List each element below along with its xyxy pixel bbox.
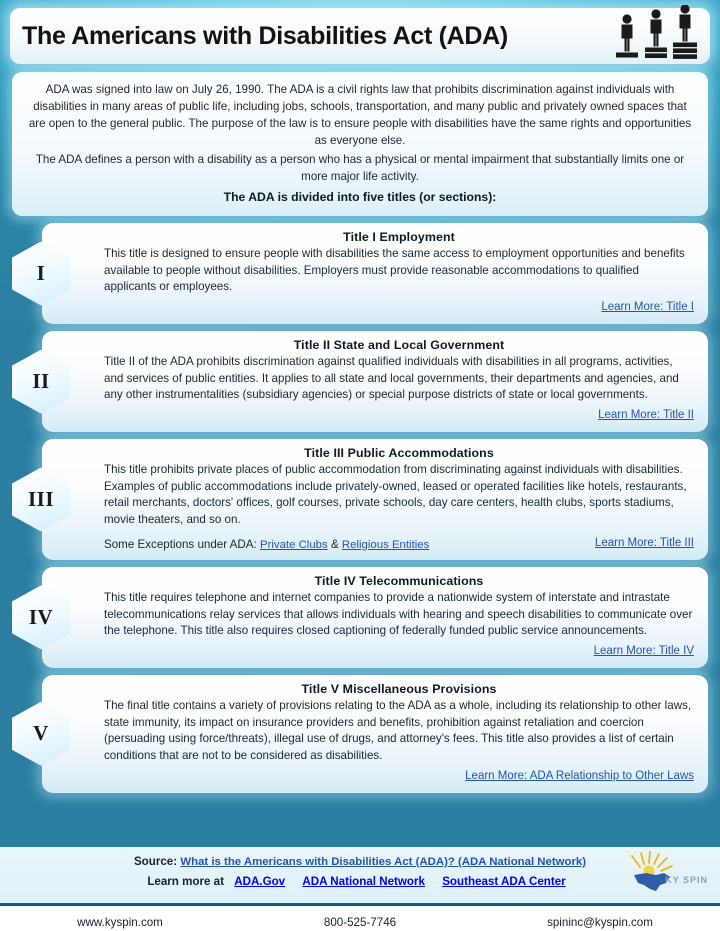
footer xyxy=(0,847,720,931)
numeral-label: IV xyxy=(28,604,54,629)
title-heading: Title V Miscellaneous Provisions xyxy=(301,681,497,696)
exceptions-separator: & xyxy=(330,537,339,551)
title-body: This title is designed to ensure people with disabilities the same access to employment opportunities and benefits available to people without disabilities. Employers must provide reasonable accommodations to qualified applicants or employees. xyxy=(104,246,685,294)
title-card-5 xyxy=(42,675,708,793)
title-heading: Title IV Telecommunications xyxy=(314,573,484,588)
intro-panel xyxy=(12,72,708,216)
contact-bar xyxy=(0,903,720,931)
intro-callout: The ADA is divided into five titles (or sections): xyxy=(223,189,497,204)
ky-spin-logo-text: KY SPIN xyxy=(665,875,708,885)
page-title: The Americans with Disabilities Act (ADA) xyxy=(22,21,508,50)
numeral-badge-4 xyxy=(12,585,70,649)
header-bar xyxy=(10,8,710,64)
ada-national-network-link[interactable]: ADA National Network xyxy=(302,874,425,888)
title-card-1 xyxy=(42,223,708,324)
title-card-4 xyxy=(42,567,708,668)
learn-more-link-title-3[interactable]: Learn More: Title III xyxy=(594,536,694,549)
titles-list xyxy=(12,223,708,793)
ada-gov-link[interactable]: ADA.Gov xyxy=(234,874,286,888)
numeral-label: I xyxy=(36,261,46,286)
learn-more-row xyxy=(104,641,694,659)
intro-paragraph-2: The ADA defines a person with a disability as a person who has a physical or mental impairment that substantially limits one or more major life activity. xyxy=(35,152,685,183)
learn-more-row xyxy=(104,766,694,784)
exceptions-line xyxy=(104,538,579,551)
numeral-badge-1 xyxy=(12,242,70,306)
exceptions-and-learn-more-row xyxy=(104,529,694,551)
private-clubs-link[interactable]: Private Clubs xyxy=(259,538,328,551)
email-text: spininc@kyspin.com xyxy=(547,916,653,929)
intro-paragraph-1: ADA was signed into law on July 26, 1990. The ADA is a civil rights law that prohibits discrimination against individuals with disabilities in many areas of public life, including jobs, schools, transportation, and many public and privately owned spaces that are open to the general public. The purpose of the law is to ensure people with disabilities have the same rights and opportunities as everyone else. xyxy=(28,83,692,148)
title-row xyxy=(12,567,708,668)
title-body: This title requires telephone and internet companies to provide a nationwide system of interstate and intrastate telecommunications relay services that allows individuals with hearing and speech disabilities to communicate over the telephone. This title also requires closed captioning of federally funded public service announcements. xyxy=(104,590,693,638)
title-body: Title II of the ADA prohibits discrimination against qualified individuals with disabilities in all programs, activities, and services of public entities. It applies to all state and local governments, their departments and agencies, and any other instrumentalities (subsidiary agencies) or special purpose districts of state or local governments. xyxy=(104,355,679,402)
numeral-label: III xyxy=(27,486,55,511)
person-podium-1 xyxy=(614,13,640,59)
title-heading: Title III Public Accommodations xyxy=(304,446,494,461)
learn-more-row xyxy=(104,405,694,423)
person-podium-3 xyxy=(672,5,698,59)
title-body: The final title contains a variety of provisions relating to the ADA as a whole, including its relationship to other laws, state immunity, its impact on insurance providers and benefits, prohibition against retaliation and coercion (persuading using force/threats), illegal use of drugs, and attorney's fees. This title also provides a list of certain conditions that are not to be considered as disabilities. xyxy=(104,698,692,762)
source-label: Source: xyxy=(133,855,178,868)
title-card-2 xyxy=(42,331,708,432)
numeral-label: II xyxy=(32,369,50,394)
religious-entities-link[interactable]: Religious Entities xyxy=(341,538,430,551)
learn-more-row xyxy=(595,533,694,551)
learn-more-link-title-1[interactable]: Learn More: Title I xyxy=(601,301,694,314)
source-link[interactable]: What is the Americans with Disabilities Act (ADA)? (ADA National Network) xyxy=(180,856,587,868)
learn-more-link-title-5[interactable]: Learn More: ADA Relationship to Other Laws xyxy=(465,769,694,782)
phone-text: 800-525-7746 xyxy=(323,916,397,929)
learn-more-link-title-4[interactable]: Learn More: Title IV xyxy=(593,644,694,657)
three-people-on-podiums-icon xyxy=(614,11,698,61)
title-row xyxy=(12,223,708,324)
title-row xyxy=(12,675,708,793)
title-heading: Title I Employment xyxy=(343,229,455,244)
source-line xyxy=(0,853,720,872)
learn-more-links-row xyxy=(0,875,720,888)
numeral-label: V xyxy=(33,721,49,746)
title-card-3 xyxy=(42,439,708,560)
ky-spin-logo xyxy=(626,851,712,897)
title-row xyxy=(12,331,708,432)
numeral-badge-5 xyxy=(12,702,70,766)
exceptions-label: Some Exceptions under ADA: xyxy=(104,537,257,551)
person-podium-2 xyxy=(643,9,669,59)
website-text: www.kyspin.com xyxy=(77,916,163,929)
learn-more-row xyxy=(104,297,694,315)
learn-more-label: Learn more at xyxy=(147,874,224,888)
title-row xyxy=(12,439,708,560)
learn-more-link-title-2[interactable]: Learn More: Title II xyxy=(598,409,694,422)
numeral-badge-2 xyxy=(12,350,70,414)
southeast-ada-center-link[interactable]: Southeast ADA Center xyxy=(442,874,566,888)
numeral-badge-3 xyxy=(12,467,70,531)
sources-block xyxy=(0,847,720,903)
title-body: This title prohibits private places of public accommodation from discriminating against individuals with disabilities. Examples of public accommodations include privately-owned, leased or operated facilities like hotels, restaurants, retail merchants, doctors' offices, golf courses, private schools, day care centers, health clubs, sports stadiums, movie theaters, and so on. xyxy=(104,463,687,527)
title-heading: Title II State and Local Government xyxy=(293,338,505,353)
